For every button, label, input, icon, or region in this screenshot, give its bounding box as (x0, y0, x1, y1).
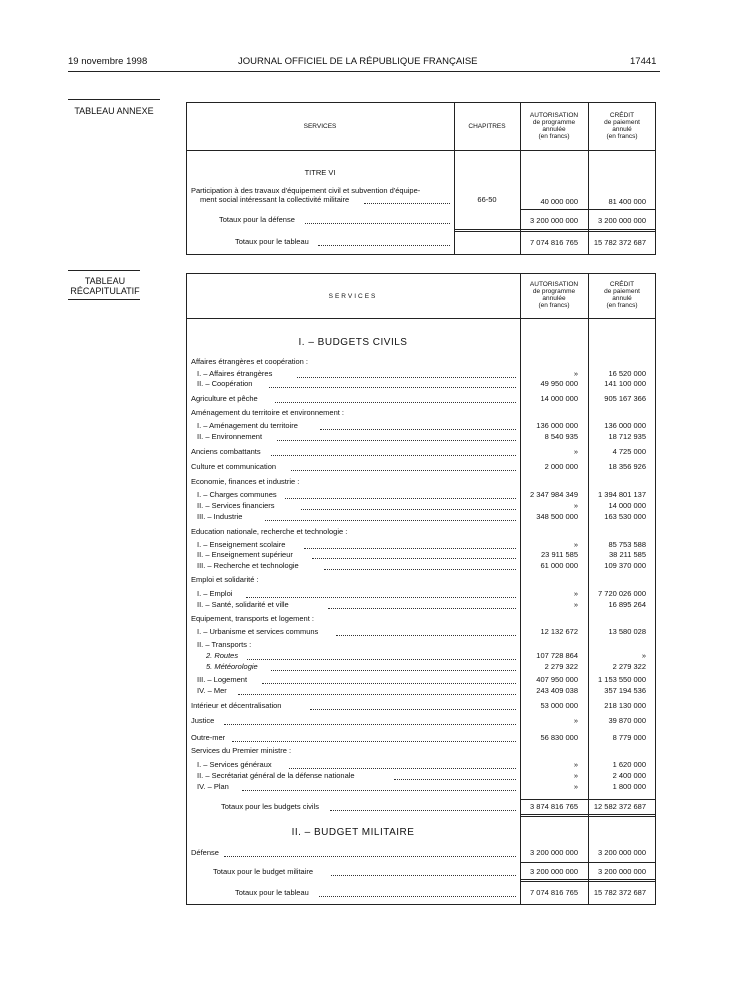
row-cp-value: 1 153 550 000 (598, 675, 646, 684)
leader-dots (320, 429, 516, 430)
totaux-budgets-civils: Totaux pour les budgets civils (221, 802, 319, 811)
row-cp-value: 8 779 000 (612, 733, 646, 742)
total-rule (520, 209, 656, 210)
row-cp-value: 85 753 588 (608, 540, 646, 549)
leader-dots (275, 402, 516, 403)
leader-dots (247, 659, 516, 660)
total-rule (454, 229, 656, 230)
row-cp-value: 163 530 000 (604, 512, 646, 521)
annexe-side-rule (68, 99, 160, 100)
row-label: II. – Santé, solidarité et ville (197, 600, 289, 609)
annexe-col-chapitres: CHAPITRES (468, 123, 506, 130)
annexe-totaux-tableau: Totaux pour le tableau (235, 237, 309, 246)
row-label: I. – Services généraux (197, 760, 272, 769)
row-ap-value: » (573, 716, 578, 725)
annexe-ap-defense: 3 200 000 000 (530, 216, 578, 225)
row-ap-value: 56 830 000 (540, 733, 578, 742)
cp-defense: 3 200 000 000 (598, 848, 646, 857)
col-label: CRÉDIT (609, 112, 635, 119)
row-ap-value: 8 540 935 (544, 432, 578, 441)
leader-dots (271, 455, 516, 456)
leader-dots (331, 875, 516, 876)
row-label: 5. Météorologie (206, 662, 258, 671)
row-ap-value: 12 132 672 (540, 627, 578, 636)
row-label: Equipement, transports et logement : (191, 614, 314, 623)
leader-dots (285, 498, 516, 499)
row-ap-value: » (573, 760, 578, 769)
col-label: de programme (532, 288, 576, 295)
leader-dots (310, 709, 516, 710)
row-label: IV. – Plan (197, 782, 229, 791)
row-cp-value: 4 725 000 (612, 447, 646, 456)
annexe-cp-tableau: 15 782 372 687 (593, 238, 646, 247)
row-cp-value: 109 370 000 (604, 561, 646, 570)
page-date: 19 novembre 1998 (68, 56, 148, 67)
row-label: IV. – Mer (197, 686, 227, 695)
row-cp-value: 16 520 000 (608, 369, 646, 378)
leader-dots (224, 856, 516, 857)
row-ap-value: 14 000 000 (540, 394, 578, 403)
row-cp-value: 357 194 536 (604, 686, 646, 695)
row-ap-value: 2 000 000 (544, 462, 578, 471)
row-label: Emploi et solidarité : (191, 575, 259, 584)
row-label: III. – Industrie (197, 512, 243, 521)
col-label: (en francs) (538, 302, 570, 309)
row-cp-value: 1 620 000 (612, 760, 646, 769)
recap-side-rule-bottom (68, 299, 140, 300)
leader-dots (262, 683, 517, 684)
leader-dots (269, 387, 516, 388)
row-cp-value: 141 100 000 (604, 379, 646, 388)
row-cp-value: 2 400 000 (612, 771, 646, 780)
section-budget-militaire: II. – BUDGET MILITAIRE (291, 827, 415, 838)
recap-col-autorisation (520, 281, 588, 309)
row-ap-value: » (573, 600, 578, 609)
row-cp-value: 38 211 585 (609, 550, 646, 559)
row-label: Intérieur et décentralisation (191, 701, 282, 710)
leader-dots (271, 670, 517, 671)
col-label: CRÉDIT (609, 281, 635, 288)
row-label: II. – Coopération (197, 379, 253, 388)
row-ap-value: 107 728 864 (536, 651, 578, 660)
row-label: II. – Environnement (197, 432, 263, 441)
leader-dots (242, 790, 516, 791)
row-label: Education nationale, recherche et technologie : (191, 527, 348, 536)
row-ap-value: 23 911 585 (541, 550, 578, 559)
row-ap-value: 243 409 038 (536, 686, 578, 695)
row-label: II. – Enseignement supérieur (197, 550, 293, 559)
cp-militaire: 3 200 000 000 (598, 867, 646, 876)
annexe-titre: TITRE VI (304, 168, 336, 177)
row-cp-value: 18 712 935 (608, 432, 646, 441)
col-label: annulée (542, 295, 566, 302)
ap-tableau: 7 074 816 765 (530, 888, 578, 897)
row-label: Agriculture et pêche (191, 394, 258, 403)
annexe-chapitre: 66-50 (477, 195, 497, 204)
total-rule (520, 879, 656, 880)
row-label: II. – Transports : (197, 640, 252, 649)
col-label: (en francs) (606, 302, 638, 309)
row-cp-value: 905 167 366 (604, 394, 646, 403)
col-label: (en francs) (538, 133, 570, 140)
section-budgets-civils: I. – BUDGETS CIVILS (298, 337, 408, 348)
total-rule (520, 881, 656, 882)
leader-dots (304, 548, 516, 549)
ap-defense: 3 200 000 000 (530, 848, 578, 857)
row-cp-value: 14 000 000 (608, 501, 646, 510)
side-label-line: RÉCAPITULATIF (70, 286, 140, 296)
row-ap-value: 407 950 000 (536, 675, 578, 684)
row-label: Anciens combattants (191, 447, 261, 456)
col-label: annulé (612, 126, 632, 133)
row-cp-value: 13 580 028 (608, 627, 646, 636)
row-label: Culture et communication (191, 462, 277, 471)
annexe-ap-participation: 40 000 000 (540, 197, 578, 206)
leader-dots (324, 569, 516, 570)
leader-dots (291, 470, 516, 471)
annexe-header-rule (186, 150, 656, 151)
annexe-col-autorisation (520, 112, 588, 140)
row-cp-value: 18 356 926 (608, 462, 646, 471)
recap-header-rule (186, 318, 656, 319)
leader-dots (305, 223, 450, 224)
row-cp-value: 2 279 322 (612, 662, 646, 671)
row-ap-value: » (573, 771, 578, 780)
leader-dots (277, 440, 516, 441)
total-rule (520, 799, 656, 800)
leader-dots (330, 810, 516, 811)
total-rule (520, 862, 656, 863)
row-ap-value: 348 500 000 (536, 512, 578, 521)
row-cp-value: 7 720 026 000 (598, 589, 646, 598)
row-label: II. – Services financiers (197, 501, 275, 510)
row-cp-value: » (641, 651, 646, 660)
leader-dots (265, 520, 516, 521)
row-label: II. – Secrétariat général de la défense nationale (197, 771, 355, 780)
annexe-side-label: TABLEAU ANNEXE (74, 106, 154, 116)
leader-dots (297, 377, 516, 378)
row-label: I. – Affaires étrangères (197, 369, 273, 378)
cp-tableau: 15 782 372 687 (593, 888, 646, 897)
row-ap-value: 2 279 322 (544, 662, 578, 671)
col-label: annulé (612, 295, 632, 302)
row-label: I. – Emploi (197, 589, 233, 598)
journal-title: JOURNAL OFFICIEL DE LA RÉPUBLIQUE FRANÇAISE (238, 56, 478, 67)
annexe-cp-participation: 81 400 000 (608, 197, 646, 206)
row-cp-value: 218 130 000 (604, 701, 646, 710)
total-rule (520, 814, 656, 815)
row-ap-value: » (573, 782, 578, 791)
ap-civils: 3 874 816 765 (530, 802, 578, 811)
col-label: de paiement (604, 288, 640, 295)
recap-defense: Défense (191, 848, 219, 857)
annexe-cp-defense: 3 200 000 000 (598, 216, 646, 225)
leader-dots (312, 558, 516, 559)
leader-dots (318, 245, 450, 246)
row-cp-value: 1 800 000 (612, 782, 646, 791)
row-cp-value: 1 394 801 137 (598, 490, 646, 499)
annexe-participation-l2: ment social intéressant la collectivité militaire (200, 195, 350, 204)
leader-dots (246, 597, 516, 598)
side-label-line: TABLEAU (84, 276, 126, 286)
row-ap-value: 49 950 000 (540, 379, 578, 388)
page-number: 17441 (630, 56, 657, 67)
leader-dots (238, 694, 516, 695)
annexe-ap-tableau: 7 074 816 765 (530, 238, 578, 247)
col-label: (en francs) (606, 133, 638, 140)
recap-totaux-tableau: Totaux pour le tableau (235, 888, 309, 897)
row-cp-value: 136 000 000 (604, 421, 646, 430)
row-ap-value: 53 000 000 (540, 701, 578, 710)
row-ap-value: » (573, 447, 578, 456)
row-label: 2. Routes (206, 651, 239, 660)
col-label: AUTORISATION (529, 281, 579, 288)
leader-dots (289, 768, 516, 769)
row-label: Affaires étrangères et coopération : (191, 357, 309, 366)
leader-dots (319, 896, 516, 897)
row-label: III. – Logement (197, 675, 248, 684)
recap-side-rule (68, 270, 140, 271)
recap-col-services: SERVICES (328, 293, 378, 300)
leader-dots (328, 608, 516, 609)
row-ap-value: 2 347 984 349 (530, 490, 578, 499)
col-label: annulée (542, 126, 566, 133)
row-cp-value: 39 870 000 (608, 716, 646, 725)
row-label: I. – Urbanisme et services communs (197, 627, 319, 636)
col-label: de paiement (604, 119, 640, 126)
row-label: Services du Premier ministre : (191, 746, 292, 755)
annexe-col-services: SERVICES (303, 123, 337, 130)
header-rule (68, 71, 660, 72)
ap-militaire: 3 200 000 000 (530, 867, 578, 876)
col-label: de programme (532, 119, 576, 126)
annexe-col-credit (588, 112, 656, 140)
recap-side-label (62, 276, 148, 296)
row-ap-value: » (573, 501, 578, 510)
row-label: I. – Aménagement du territoire (197, 421, 298, 430)
row-label: Aménagement du territoire et environnement : (191, 408, 344, 417)
row-label: Outre-mer (191, 733, 226, 742)
annexe-totaux-defense: Totaux pour la défense (219, 215, 295, 224)
row-ap-value: » (573, 589, 578, 598)
recap-col-credit (588, 281, 656, 309)
row-label: I. – Enseignement scolaire (197, 540, 286, 549)
leader-dots (301, 509, 517, 510)
total-rule (454, 231, 656, 232)
row-ap-value: 136 000 000 (536, 421, 578, 430)
row-ap-value: » (573, 369, 578, 378)
leader-dots (224, 724, 516, 725)
row-ap-value: 61 000 000 (540, 561, 578, 570)
total-rule (520, 816, 656, 817)
row-label: Justice (191, 716, 215, 725)
col-label: AUTORISATION (529, 112, 579, 119)
leader-dots (364, 203, 450, 204)
row-ap-value: » (573, 540, 578, 549)
totaux-budget-militaire: Totaux pour le budget militaire (213, 867, 314, 876)
row-label: III. – Recherche et technologie (197, 561, 299, 570)
cp-civils: 12 582 372 687 (593, 802, 646, 811)
leader-dots (394, 779, 516, 780)
leader-dots (336, 635, 516, 636)
row-label: Economie, finances et industrie : (191, 477, 300, 486)
annexe-participation-l1: Participation à des travaux d'équipement civil et subvention d'équipe- (191, 186, 421, 195)
row-label: I. – Charges communes (197, 490, 277, 499)
leader-dots (232, 741, 516, 742)
row-cp-value: 16 895 264 (608, 600, 646, 609)
